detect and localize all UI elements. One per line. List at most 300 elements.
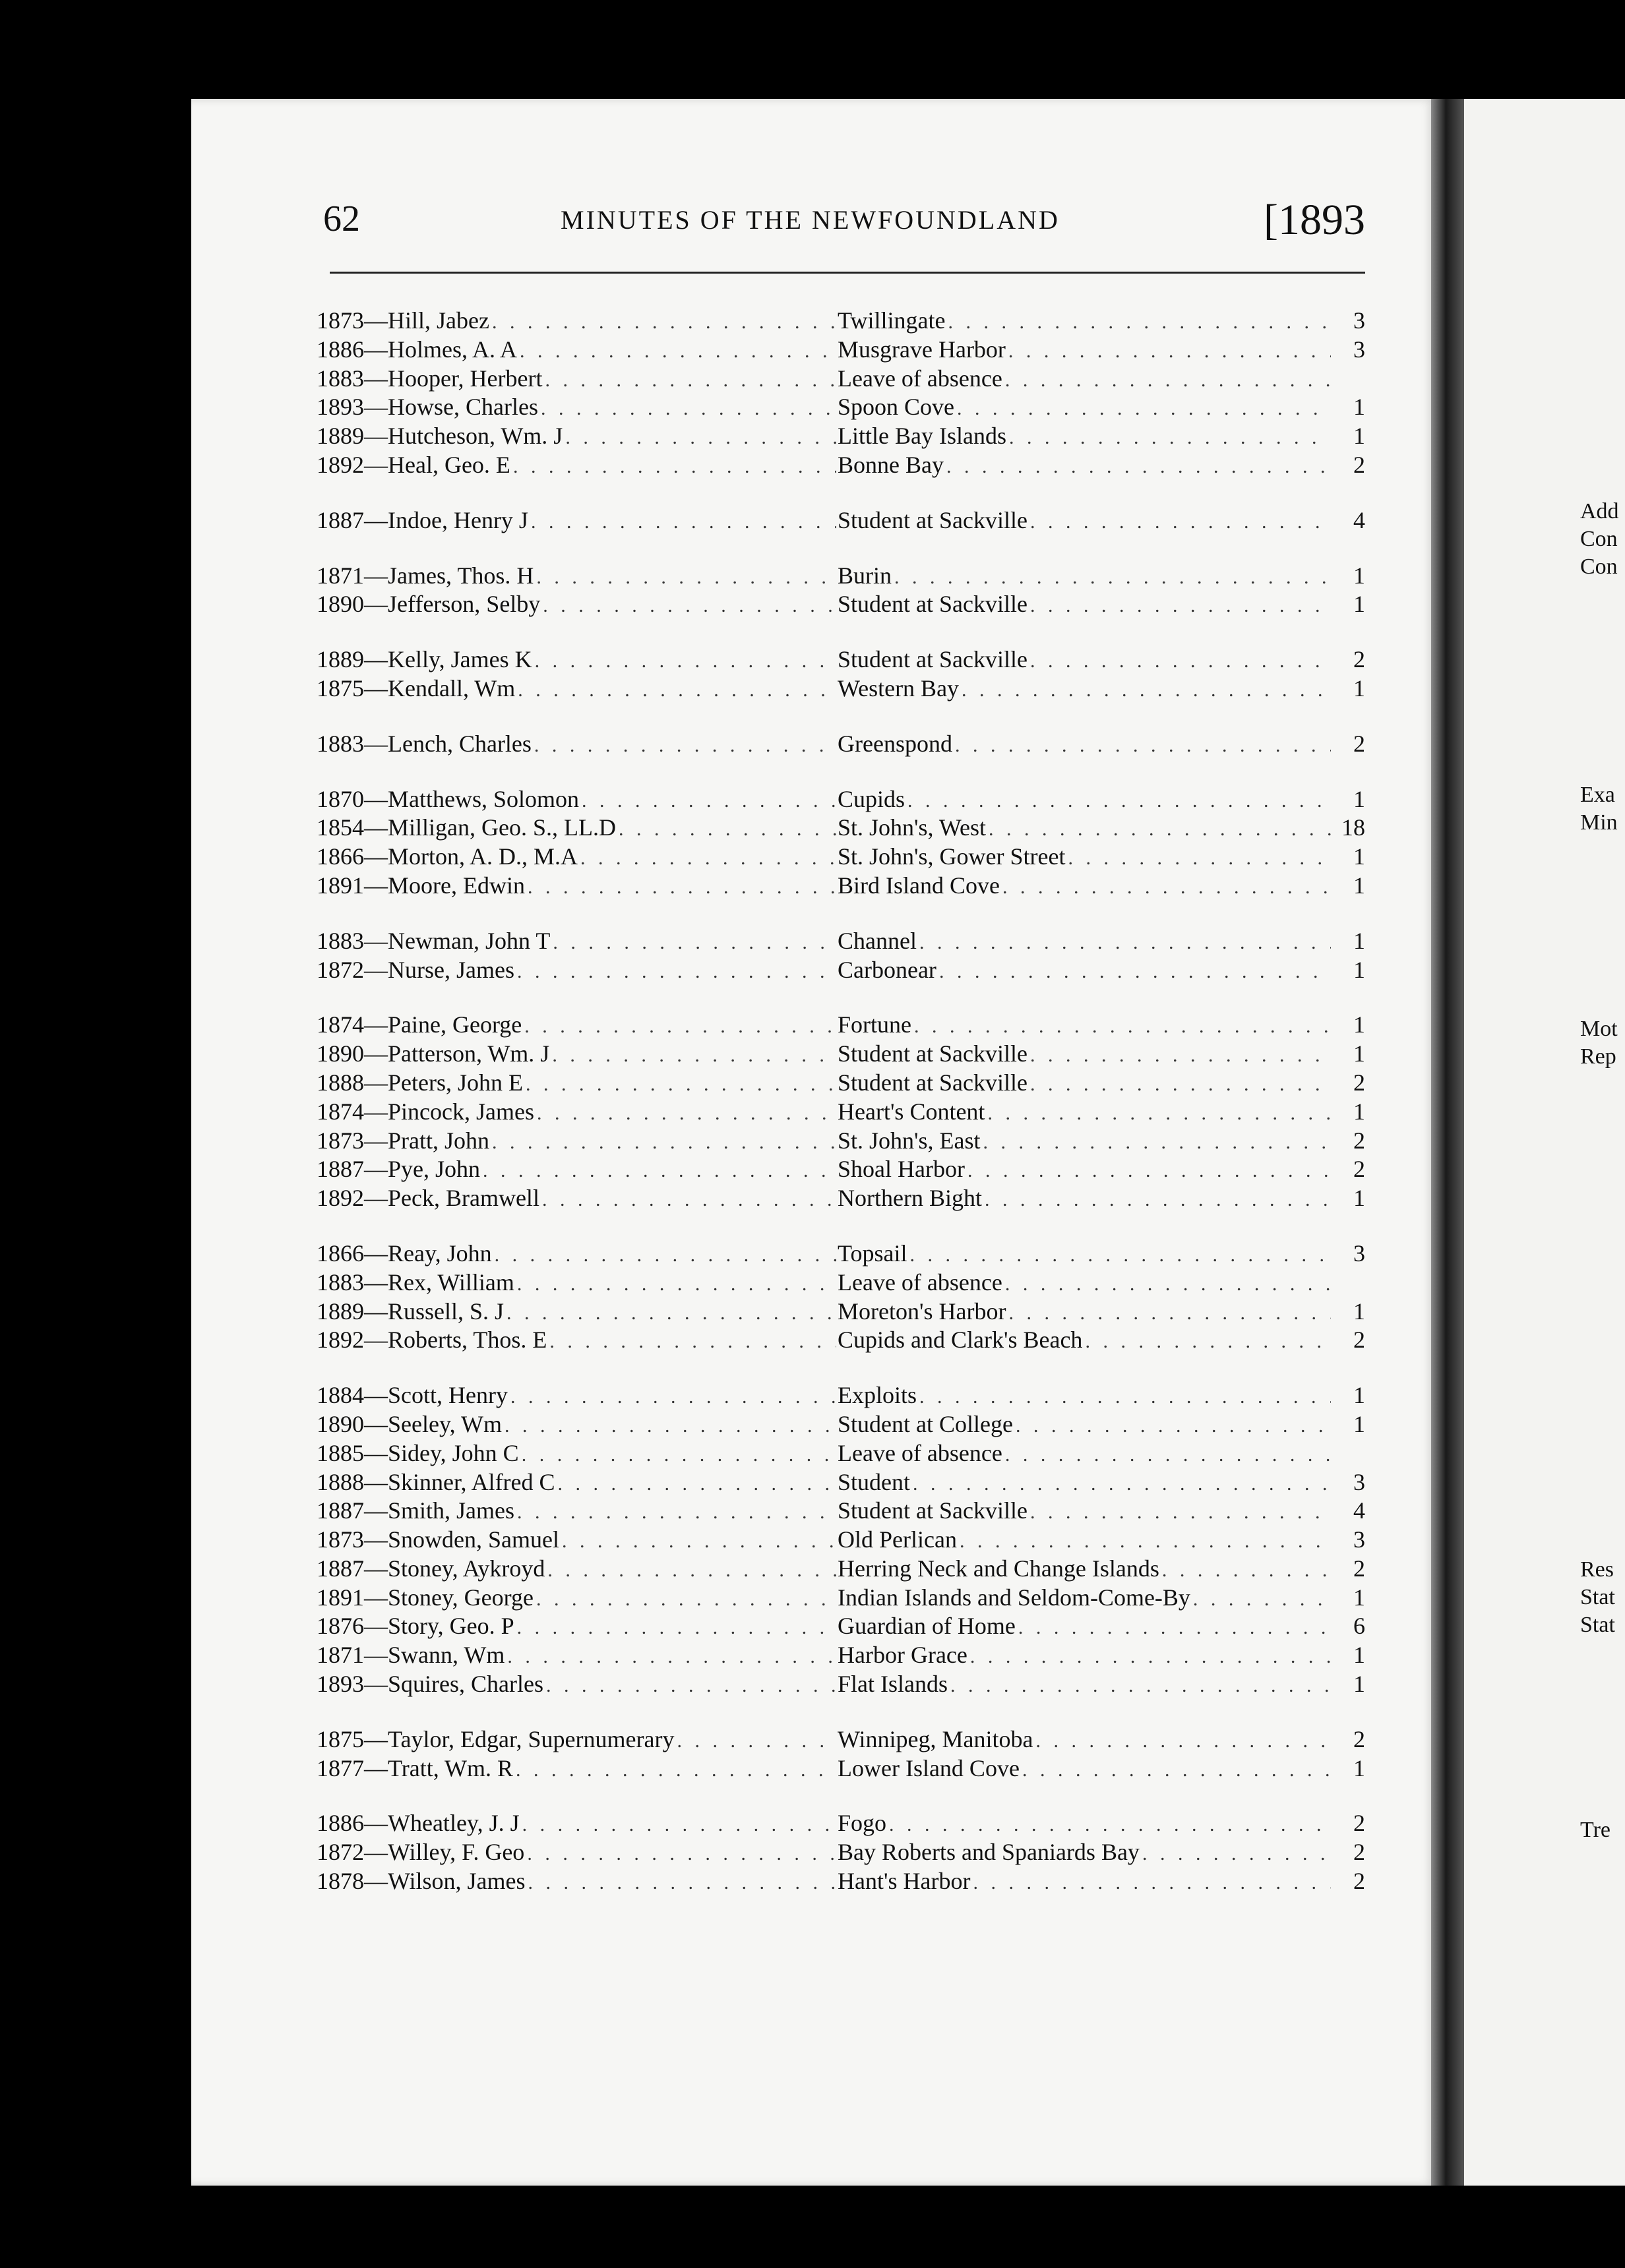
dot-leader [545,369,836,392]
minister-cell [317,1239,836,1268]
dot-leader [582,790,836,812]
dot-leader [535,650,836,672]
minister-name: 1877—Tratt, Wm. R [317,1754,514,1781]
years-count: 1 [1353,562,1365,589]
station-cell [838,1381,1331,1410]
years-count: 2 [1353,1156,1365,1183]
ministers-list [317,307,1365,1923]
years-count: 2 [1353,1868,1365,1895]
right-page-margin-text [1580,498,1625,1882]
years-count: 6 [1353,1613,1365,1640]
station-cell [838,307,1331,336]
station-cell [838,1439,1331,1468]
right-page-fragment: Con [1580,554,1618,579]
list-item [317,1326,1365,1355]
dot-leader [531,511,836,533]
list-item [317,927,1365,956]
minister-name: 1887—Indoe, Henry J [317,506,528,533]
minister-name: 1892—Roberts, Thos. E [317,1327,547,1354]
station-name: Spoon Cove [838,394,955,421]
list-item [317,956,1365,985]
minister-cell [317,1098,836,1127]
dot-leader [962,679,1331,701]
years-count: 3 [1353,336,1365,363]
list-item [317,1497,1365,1526]
station-name: Student at College [838,1410,1013,1437]
header-rule [330,272,1365,274]
minister-name: 1875—Taylor, Edgar, Supernumerary [317,1725,675,1752]
dot-leader [1008,1302,1331,1325]
station-cell [838,1497,1331,1526]
minister-cell [317,814,836,843]
right-page-fragment: Mot [1580,1017,1618,1041]
dot-leader [495,1244,836,1267]
minister-cell [317,1468,836,1497]
minister-cell [317,1584,836,1613]
dot-leader [1085,1330,1331,1353]
dot-leader [970,1646,1331,1668]
station-cell [838,393,1331,422]
station-cell [838,562,1331,591]
list-item [317,393,1365,422]
station-name: Old Perlican [838,1526,957,1553]
dot-leader [909,1244,1331,1267]
entry-group [317,506,1365,535]
station-name: Student at Sackville [838,1497,1027,1524]
right-page-fragment: Min [1580,810,1618,835]
list-item [317,1809,1365,1838]
years-count: 1 [1353,1642,1365,1669]
station-name: Student at Sackville [838,591,1027,618]
minister-name: 1872—Nurse, James [317,956,514,983]
dot-leader [973,1872,1331,1894]
station-cell [838,336,1331,365]
station-name: Topsail [838,1239,907,1267]
dot-leader [1036,1730,1332,1752]
dot-leader [989,818,1331,841]
list-item [317,1298,1365,1327]
list-item [317,1439,1365,1468]
page-title: MINUTES OF THE NEWFOUNDLAND [561,205,1060,235]
minister-cell [317,451,836,480]
minister-name: 1873—Hill, Jabez [317,307,489,334]
minister-cell [317,1155,836,1184]
minister-name: 1886—Wheatley, J. J [317,1810,520,1837]
station-name: St. John's, West [838,814,986,841]
entry-group [317,562,1365,620]
years-count: 2 [1353,1810,1365,1837]
station-name: Heart's Content [838,1098,985,1125]
entry-group [317,1809,1365,1895]
dot-leader [520,340,836,363]
years-count: 2 [1353,646,1365,673]
list-item [317,590,1365,619]
dot-leader [1005,1273,1331,1296]
dot-leader [507,1646,836,1668]
minister-cell [317,1526,836,1555]
minister-name: 1892—Heal, Geo. E [317,451,510,478]
dot-leader [914,1015,1331,1038]
station-cell [838,1555,1331,1584]
station-name: Bonne Bay [838,451,944,478]
station-cell [838,843,1331,872]
dot-leader [619,818,836,841]
minister-cell [317,1497,836,1526]
list-item [317,1011,1365,1040]
list-item [317,1468,1365,1497]
dot-leader [1162,1559,1331,1582]
station-cell [838,674,1331,703]
minister-cell [317,422,836,451]
station-cell [838,956,1331,985]
right-page-fragment: Con [1580,527,1618,551]
list-item [317,1069,1365,1098]
minister-name: 1893—Howse, Charles [317,394,538,421]
minister-cell [317,1555,836,1584]
years-count: 1 [1353,674,1365,701]
dot-leader [492,311,836,334]
station-name: Cupids [838,785,905,812]
station-cell [838,1098,1331,1127]
station-cell [838,1725,1331,1754]
entry-group [317,1381,1365,1699]
years-count: 2 [1353,1127,1365,1154]
minister-cell [317,674,836,703]
dot-leader [522,1444,836,1466]
minister-cell [317,1127,836,1156]
station-name: Indian Islands and Seldom-Come-By [838,1584,1190,1611]
minister-name: 1873—Snowden, Samuel [317,1526,559,1553]
dot-leader [960,1530,1331,1553]
dot-leader [1030,1073,1331,1096]
years-count: 1 [1353,1185,1365,1212]
list-item [317,1040,1365,1069]
dot-leader [894,566,1331,589]
dot-leader [580,847,836,870]
years-count: 4 [1353,1497,1365,1524]
station-cell [838,365,1331,394]
station-name: St. John's, Gower Street [838,843,1066,870]
station-name: Guardian of Home [838,1613,1016,1640]
dot-leader [913,1473,1331,1495]
dot-leader [1009,427,1331,449]
minister-cell [317,1298,836,1327]
entry-group [317,1011,1365,1213]
station-cell [838,1239,1331,1268]
list-item [317,1381,1365,1410]
minister-name: 1887—Stoney, Aykroyd [317,1555,545,1582]
dot-leader [919,1386,1331,1408]
station-cell [838,1069,1331,1098]
minister-name: 1888—Skinner, Alfred C [317,1468,555,1495]
dot-leader [1068,847,1331,870]
minister-name: 1872—Willey, F. Geo [317,1839,525,1866]
dot-leader [516,1759,836,1781]
list-item [317,562,1365,591]
years-count: 1 [1353,956,1365,983]
list-item [317,1410,1365,1439]
dot-leader [950,1675,1331,1697]
list-item [317,785,1365,814]
dot-leader [528,876,836,899]
station-name: Little Bay Islands [838,423,1006,450]
minister-name: 1883—Newman, John T [317,927,551,954]
dot-leader [1008,340,1331,363]
minister-cell [317,307,836,336]
minister-name: 1886—Holmes, A. A [317,336,518,363]
minister-name: 1873—Pratt, John [317,1127,490,1154]
years-count: 1 [1353,423,1365,450]
station-cell [838,451,1331,480]
minister-cell [317,956,836,985]
station-name: Student at Sackville [838,1069,1027,1096]
dot-leader [1030,1044,1331,1067]
years-count: 1 [1353,1671,1365,1698]
dot-leader [677,1730,836,1752]
station-cell [838,1268,1331,1298]
minister-cell [317,1641,836,1670]
minister-cell [317,1725,836,1754]
minister-name: 1889—Hutcheson, Wm. J [317,423,563,450]
list-item [317,1670,1365,1699]
dot-leader [983,1131,1331,1154]
minister-name: 1883—Hooper, Herbert [317,365,543,392]
years-count: 2 [1353,451,1365,478]
minister-cell [317,562,836,591]
dot-leader [549,1330,836,1353]
right-page-fragment: Add [1580,499,1619,523]
dot-leader [1030,595,1331,617]
dot-leader [517,1617,836,1639]
list-item [317,506,1365,535]
minister-name: 1876—Story, Geo. P [317,1613,514,1640]
dot-leader [510,1386,836,1408]
list-item [317,1641,1365,1670]
minister-cell [317,506,836,535]
station-name: Winnipeg, Manitoba [838,1725,1033,1752]
station-cell [838,1670,1331,1699]
entry-group [317,645,1365,703]
dot-leader [562,1530,836,1553]
minister-name: 1878—Wilson, James [317,1868,526,1895]
station-name: Student at Sackville [838,506,1027,533]
minister-name: 1870—Matthews, Solomon [317,785,580,812]
station-cell [838,1526,1331,1555]
page-number: 62 [323,198,360,239]
dot-leader [955,734,1331,757]
years-count: 4 [1353,506,1365,533]
dot-leader [492,1131,836,1154]
dot-leader [527,1843,836,1865]
station-cell [838,1641,1331,1670]
station-name: Musgrave Harbor [838,336,1006,363]
list-item [317,872,1365,901]
years-count: 2 [1353,1839,1365,1866]
dot-leader [553,932,836,954]
station-name: Harbor Grace [838,1642,967,1669]
minister-cell [317,1268,836,1298]
station-name: Shoal Harbor [838,1156,965,1183]
minister-name: 1890—Seeley, Wm [317,1410,502,1437]
entry-group [317,927,1365,985]
station-cell [838,1838,1331,1867]
minister-cell [317,730,836,759]
years-count: 1 [1353,394,1365,421]
station-cell [838,1155,1331,1184]
station-cell [838,1809,1331,1838]
list-item [317,843,1365,872]
minister-cell [317,1612,836,1641]
dot-leader [957,398,1331,420]
station-cell [838,1584,1331,1613]
minister-name: 1890—Patterson, Wm. J [317,1040,550,1067]
station-cell [838,506,1331,535]
station-name: Leave of absence [838,1268,1002,1296]
years-count: 1 [1353,591,1365,618]
station-cell [838,872,1331,901]
station-name: Fogo [838,1810,887,1837]
station-name: Channel [838,927,917,954]
minister-name: 1893—Squires, Charles [317,1671,543,1698]
minister-cell [317,1184,836,1213]
right-page-fragment: Exa [1580,783,1615,807]
years-count: 1 [1353,1382,1365,1409]
station-name: Student at Sackville [838,646,1027,673]
years-count: 1 [1353,1098,1365,1125]
station-name: Western Bay [838,674,960,701]
dot-leader [1193,1588,1331,1611]
station-cell [838,1612,1331,1641]
list-item [317,1867,1365,1896]
page-year: [1893 [1264,196,1365,244]
list-item [317,1239,1365,1268]
entry-group [317,785,1365,901]
station-cell [838,590,1331,619]
list-item [317,1155,1365,1184]
dot-leader [517,1273,836,1296]
station-name: Carbonear [838,956,936,983]
years-count: 2 [1353,1725,1365,1752]
list-item [317,1754,1365,1783]
list-item [317,674,1365,703]
years-count: 18 [1341,814,1365,841]
dot-leader [939,961,1331,983]
station-name: Bay Roberts and Spaniards Bay [838,1839,1140,1866]
minister-name: 1892—Peck, Bramwell [317,1185,539,1212]
list-item [317,730,1365,759]
dot-leader [536,1588,836,1611]
minister-cell [317,1410,836,1439]
station-name: Fortune [838,1011,911,1038]
right-page-fragment: Res [1580,1557,1614,1582]
minister-name: 1871—Swann, Wm [317,1642,505,1669]
dot-leader [483,1160,836,1182]
station-name: Leave of absence [838,365,1002,392]
minister-cell [317,1838,836,1867]
list-item [317,1184,1365,1213]
dot-leader [546,1675,836,1697]
dot-leader [536,566,836,589]
minister-cell [317,1867,836,1896]
list-item [317,1725,1365,1754]
dot-leader [948,311,1331,334]
dot-leader [517,1501,836,1524]
list-item [317,1268,1365,1298]
station-name: Flat Islands [838,1671,948,1698]
dot-leader [517,961,836,983]
dot-leader [513,456,836,478]
minister-cell [317,1069,836,1098]
station-name: Herring Neck and Change Islands [838,1555,1159,1582]
minister-cell [317,645,836,674]
minister-cell [317,1809,836,1838]
list-item [317,1127,1365,1156]
station-name: Student at Sackville [838,1040,1027,1067]
entry-group [317,1239,1365,1355]
list-item [317,645,1365,674]
dot-leader [565,427,836,449]
station-name: Lower Island Cove [838,1754,1020,1781]
minister-name: 1891—Stoney, George [317,1584,534,1611]
minister-cell [317,843,836,872]
years-count: 1 [1353,927,1365,954]
minister-cell [317,1040,836,1069]
minister-name: 1874—Paine, George [317,1011,522,1038]
dot-leader [1030,1501,1331,1524]
minister-name: 1866—Reay, John [317,1239,492,1267]
dot-leader [985,1189,1331,1211]
years-count: 2 [1353,1327,1365,1354]
station-cell [838,785,1331,814]
entry-group [317,730,1365,759]
minister-name: 1874—Pincock, James [317,1098,534,1125]
station-cell [838,730,1331,759]
minister-cell [317,1011,836,1040]
minister-cell [317,1326,836,1355]
dot-leader [1016,1415,1331,1437]
years-count: 2 [1353,1069,1365,1096]
minister-cell [317,590,836,619]
dot-leader [522,1814,836,1836]
station-cell [838,1867,1331,1896]
minister-name: 1883—Rex, William [317,1268,514,1296]
dot-leader [547,1559,836,1582]
book-spine [1431,99,1464,2186]
dot-leader [967,1160,1331,1182]
minister-cell [317,872,836,901]
station-cell [838,927,1331,956]
years-count: 2 [1353,730,1365,757]
years-count: 1 [1353,1040,1365,1067]
dot-leader [987,1102,1331,1125]
station-cell [838,1298,1331,1327]
dot-leader [528,1872,836,1894]
years-count: 1 [1353,843,1365,870]
station-name: Student [838,1468,911,1495]
right-page-fragment: Stat [1580,1613,1615,1637]
dot-leader [1018,1617,1331,1639]
dot-leader [946,456,1331,478]
years-count: 2 [1353,1555,1365,1582]
station-cell [838,1326,1331,1355]
years-count: 3 [1353,307,1365,334]
station-name: Hant's Harbor [838,1868,971,1895]
list-item [317,1526,1365,1555]
dot-leader [506,1302,836,1325]
years-count: 3 [1353,1468,1365,1495]
minister-name: 1889—Kelly, James K [317,646,532,673]
dot-leader [1030,650,1331,672]
